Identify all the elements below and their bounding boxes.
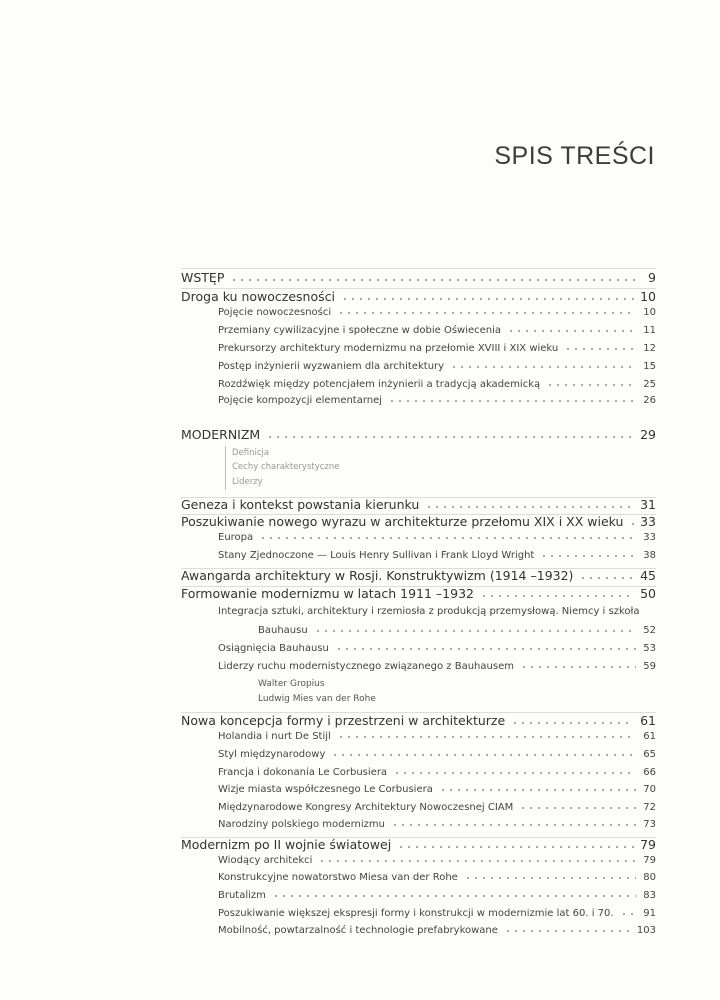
dot-leader — [425, 506, 634, 508]
dot-leader — [397, 846, 634, 848]
toc-note — [225, 460, 339, 475]
page-number: 50 — [640, 586, 656, 601]
toc-entry[interactable] — [181, 713, 656, 728]
toc-entry[interactable] — [181, 307, 656, 318]
entry-title: Mobilność, powtarzalność i technologie prefabrykowane — [218, 925, 498, 936]
dot-leader — [331, 754, 636, 756]
dot-leader — [314, 630, 636, 632]
entry-title: Przemiany cywilizacyjne i społeczne w dobie Oświecenia — [218, 325, 502, 336]
entry-title: Awangarda architektury w Rosji. Konstruktywizm (1914 –1932) — [181, 568, 574, 583]
entry-title: Brutalizm — [218, 890, 266, 901]
entry-title: Formowanie modernizmu w latach 1911 –1932 — [181, 586, 474, 601]
page-number: 83 — [643, 890, 656, 901]
page-number: 52 — [643, 625, 656, 636]
entry-title: Europa — [218, 532, 254, 543]
page-number: 79 — [640, 837, 656, 852]
toc-entry[interactable] — [181, 427, 656, 442]
dot-leader — [272, 895, 636, 897]
dot-leader — [230, 279, 636, 281]
entry-title: WSTĘP — [181, 270, 225, 285]
toc-entry[interactable] — [181, 514, 656, 529]
entry-title: Holandia i nurt De Stijl — [218, 731, 331, 742]
page-number: 12 — [643, 343, 656, 354]
entry-title: Droga ku nowoczesności — [181, 289, 335, 304]
page-number: 31 — [640, 497, 656, 512]
dot-leader — [391, 824, 636, 826]
page-number: 103 — [636, 925, 656, 936]
page-number: 53 — [643, 643, 656, 654]
page-number: 65 — [643, 749, 656, 760]
toc-entry[interactable] — [181, 550, 656, 561]
entry-title: Liderzy ruchu modernistycznego związanego z Bauhausem — [218, 661, 514, 672]
entry-title: Poszukiwanie większej ekspresji formy i konstrukcji w modernizmie lat 60. i 70. — [218, 908, 614, 919]
page-number: 66 — [643, 767, 656, 778]
dot-leader — [546, 384, 636, 386]
page-number: 33 — [643, 532, 656, 543]
dot-leader — [504, 930, 631, 932]
toc-entry[interactable] — [181, 289, 656, 304]
page-number: 72 — [643, 802, 656, 813]
page-number: 26 — [643, 395, 656, 406]
dot-leader — [540, 555, 636, 557]
entry-title: Pojęcie kompozycji elementarnej — [218, 395, 383, 406]
dot-leader — [337, 312, 636, 314]
page-number: 80 — [643, 872, 656, 883]
page-number: 11 — [643, 325, 656, 336]
page-number: 33 — [640, 514, 656, 529]
entry-title: Narodziny polskiego modernizmu — [218, 819, 385, 830]
entry-title: Poszukiwanie nowego wyrazu w architekturze przełomu XIX i XX wieku — [181, 514, 624, 529]
entry-title: Styl międzynarodowy — [218, 749, 326, 760]
dot-leader — [564, 348, 636, 350]
page-title: SPIS TREŚCI — [494, 142, 655, 170]
entry-title: Walter Gropius — [258, 679, 325, 689]
page-number: 10 — [643, 307, 656, 318]
dot-leader — [450, 366, 636, 368]
page-number: 61 — [643, 731, 656, 742]
entry-title: Integracja sztuki, architektury i rzemiosła z produkcją przemysłową. Niemcy i szkoła — [218, 606, 640, 617]
entry-title: Ludwig Mies van der Rohe — [258, 694, 376, 704]
dot-leader — [520, 666, 636, 668]
dot-leader — [511, 722, 634, 724]
dot-leader — [259, 537, 636, 539]
toc-entry — [181, 679, 656, 689]
page-number: 10 — [640, 289, 656, 304]
page-number: 29 — [640, 427, 656, 442]
dot-leader — [579, 577, 634, 579]
toc-entry — [181, 606, 656, 617]
toc-entry[interactable] — [181, 784, 656, 795]
toc-entry[interactable] — [181, 872, 656, 883]
dot-leader — [620, 913, 636, 915]
toc-entry[interactable] — [181, 731, 656, 742]
entry-title: Pojęcie nowoczesności — [218, 307, 332, 318]
toc-entry[interactable] — [181, 837, 656, 852]
dot-leader — [388, 400, 636, 402]
toc-entry[interactable] — [181, 661, 656, 672]
toc-entry[interactable] — [181, 767, 656, 778]
toc-entry[interactable] — [181, 855, 656, 866]
toc-entry[interactable] — [181, 270, 656, 285]
entry-title: Wiodący architekci — [218, 855, 313, 866]
toc-entry[interactable] — [181, 890, 656, 901]
page-number: 15 — [643, 361, 656, 372]
page-number: 25 — [643, 379, 656, 390]
page-number: 70 — [643, 784, 656, 795]
entry-title: Liderzy — [232, 477, 263, 487]
entry-title: Osiągnięcia Bauhausu — [218, 643, 329, 654]
dot-leader — [439, 789, 636, 791]
dot-leader — [341, 298, 634, 300]
toc-entry[interactable] — [181, 325, 656, 336]
dot-leader — [318, 860, 636, 862]
dot-leader — [266, 436, 634, 438]
dot-leader — [519, 807, 636, 809]
page-number: 45 — [640, 568, 656, 583]
entry-title: Francja i dokonania Le Corbusiera — [218, 767, 388, 778]
entry-title: Nowa koncepcja formy i przestrzeni w architekturze — [181, 713, 506, 728]
entry-title: Prekursorzy architektury modernizmu na przełomie XVIII i XIX wieku — [218, 343, 559, 354]
entry-title: MODERNIZM — [181, 427, 261, 442]
toc-note — [225, 475, 263, 490]
toc-entry[interactable] — [181, 819, 656, 830]
toc-entry — [181, 694, 656, 704]
dot-leader — [464, 877, 636, 879]
toc-entry[interactable] — [181, 802, 656, 813]
toc-note — [225, 446, 269, 461]
toc-entry[interactable] — [181, 361, 656, 372]
entry-title: Definicja — [232, 448, 270, 458]
entry-title: Międzynarodowe Kongresy Architektury Nowoczesnej CIAM — [218, 802, 514, 813]
page-number: 61 — [640, 713, 656, 728]
entry-title: Geneza i kontekst powstania kierunku — [181, 497, 420, 512]
entry-title: Modernizm po II wojnie światowej — [181, 837, 392, 852]
page-number: 79 — [643, 855, 656, 866]
toc-entry[interactable] — [181, 586, 656, 601]
toc-entry[interactable] — [181, 379, 656, 390]
dot-leader — [629, 523, 634, 525]
toc-entry[interactable] — [181, 568, 656, 583]
entry-title: Konstrukcyjne nowatorstwo Miesa van der Rohe — [218, 872, 458, 883]
page-number: 9 — [648, 270, 656, 285]
entry-title: Postęp inżynierii wyzwaniem dla architektury — [218, 361, 445, 372]
entry-title: Stany Zjednoczone — Louis Henry Sullivan i Frank Lloyd Wright — [218, 550, 535, 561]
toc-entry[interactable] — [181, 908, 656, 919]
toc-entry[interactable] — [181, 395, 656, 406]
dot-leader — [337, 736, 636, 738]
toc-entry[interactable] — [181, 497, 656, 512]
entry-title: Wizje miasta współczesnego Le Corbusiera — [218, 784, 433, 795]
page-number: 73 — [643, 819, 656, 830]
entry-title: Rozdźwięk między potencjałem inżynierii a tradycją akademicką — [218, 379, 541, 390]
entry-title: Cechy charakterystyczne — [232, 462, 340, 472]
page-number: 38 — [643, 550, 656, 561]
toc-entry[interactable] — [181, 643, 656, 654]
divider — [181, 268, 656, 269]
dot-leader — [507, 330, 636, 332]
dot-leader — [335, 648, 636, 650]
dot-leader — [480, 595, 634, 597]
toc-entry[interactable] — [181, 343, 656, 354]
page-number: 91 — [643, 908, 656, 919]
page-number: 59 — [643, 661, 656, 672]
toc-entry[interactable] — [181, 532, 656, 543]
toc-entry[interactable] — [181, 749, 656, 760]
dot-leader — [393, 772, 636, 774]
toc-entry[interactable] — [181, 625, 656, 636]
toc-entry[interactable] — [181, 925, 656, 936]
entry-title: Bauhausu — [258, 625, 308, 636]
